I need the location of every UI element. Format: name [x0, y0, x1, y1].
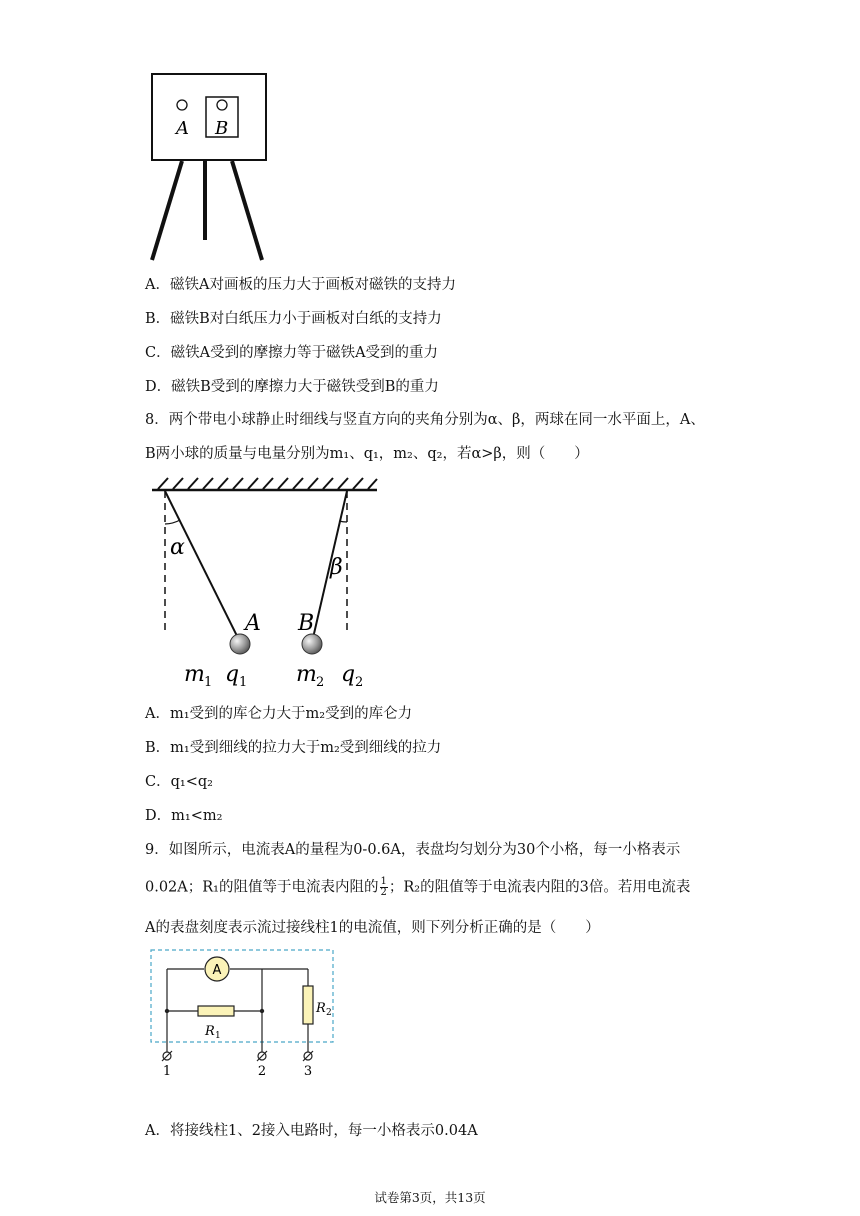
label-r1-sub: 1 [215, 1031, 221, 1041]
label-ball-b: B [298, 611, 315, 636]
label-m1: m [184, 662, 205, 687]
q7-option-b[interactable]: B．磁铁B对白纸压力小于画板对白纸的支持力 [145, 311, 442, 327]
resistor-r1 [198, 1006, 234, 1016]
q8-pendulum-figure [140, 474, 390, 694]
q9-option-a[interactable]: A．将接线柱1、2接入电路时，每一小格表示0.04A [145, 1123, 478, 1139]
label-terminal-2: 2 [257, 1064, 267, 1078]
magnet-a-icon [177, 100, 187, 110]
ammeter-label: A [212, 963, 222, 978]
q9-stem-line2-b: ；R₂的阻值等于电流表内阻的3倍。若用电流表 [388, 879, 691, 896]
label-ball-a: A [245, 611, 261, 636]
label-q1-sub: 1 [239, 675, 248, 690]
q8-option-b[interactable]: B．m₁受到细线的拉力大于m₂受到细线的拉力 [145, 740, 442, 756]
label-q2: q [341, 662, 356, 687]
q8-option-d[interactable]: D．m₁<m₂ [145, 808, 223, 824]
ball-a [230, 634, 250, 654]
q8-stem-line2: B两小球的质量与电量分别为m₁、q₁，m₂、q₂，若α>β，则（ ） [145, 446, 589, 462]
label-m2: m [296, 662, 317, 687]
q8-option-a[interactable]: A．m₁受到的库仑力大于m₂受到的库仑力 [145, 706, 413, 722]
q8-stem-line1: 8．两个带电小球静止时细线与竖直方向的夹角分别为α、β，两球在同一水平面上，A、 [145, 412, 705, 428]
q9-stem-line2 [145, 877, 690, 898]
q8-option-c[interactable]: C．q₁<q₂ [145, 774, 213, 790]
magnet-b-icon [217, 100, 227, 110]
label-a: A [176, 118, 189, 139]
q9-stem-line3: A的表盘刻度表示流过接线柱1的电流值，则下列分析正确的是（ ） [145, 920, 600, 936]
q7-easel-figure [140, 68, 280, 268]
q9-circuit-figure [148, 946, 338, 1078]
q7-option-d[interactable]: D．磁铁B受到的摩擦力大于磁铁受到B的重力 [145, 379, 439, 395]
label-r2-sub: 2 [326, 1008, 332, 1018]
label-q1: q [225, 662, 240, 687]
label-terminal-1: 1 [162, 1064, 172, 1078]
frac-denominator: 2 [380, 887, 387, 898]
label-m1-sub: 1 [204, 675, 213, 690]
label-r2: R [316, 1001, 326, 1016]
label-beta: β [330, 555, 343, 580]
q7-option-c[interactable]: C．磁铁A受到的摩擦力等于磁铁A受到的重力 [145, 345, 439, 361]
label-q2-sub: 2 [355, 675, 364, 690]
fraction-half [380, 877, 388, 898]
label-b: B [215, 118, 229, 139]
label-m2-sub: 2 [316, 675, 325, 690]
ball-b [302, 634, 322, 654]
page-footer: 试卷第3页，共13页 [374, 1190, 486, 1205]
q9-stem-line2-a: 0.02A；R₁的阻值等于电流表内阻的 [145, 879, 379, 896]
label-alpha: α [170, 535, 185, 560]
q7-option-a[interactable]: A．磁铁A对画板的压力大于画板对磁铁的支持力 [145, 277, 456, 293]
label-terminal-3: 3 [303, 1064, 313, 1078]
label-r1: R [205, 1024, 215, 1039]
q9-stem-line1: 9．如图所示，电流表A的量程为0-0.6A，表盘均匀划分为30个小格，每一小格表示 [145, 842, 681, 858]
frac-numerator: 1 [380, 876, 387, 887]
resistor-r2 [303, 986, 313, 1024]
